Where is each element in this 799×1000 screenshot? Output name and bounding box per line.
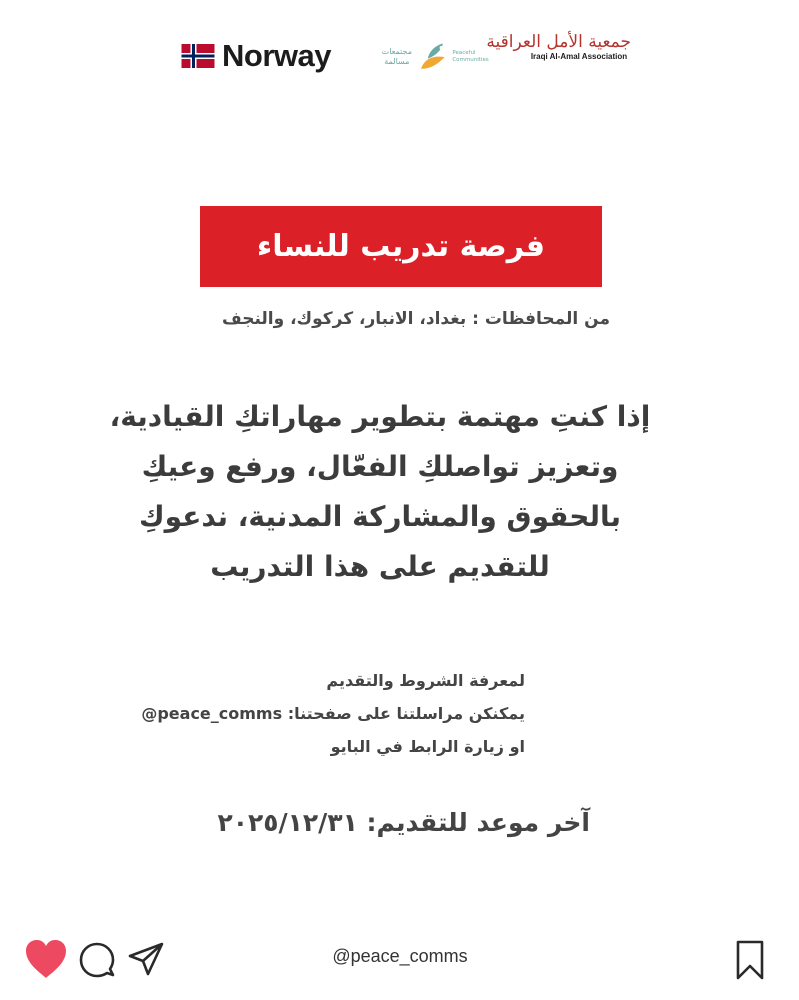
dove-icon: [416, 40, 450, 74]
norway-logo-text: Norway: [222, 38, 331, 73]
info-line-contact: [141, 697, 525, 730]
info-block: [141, 664, 525, 763]
share-icon[interactable]: [126, 940, 166, 980]
title-banner: [200, 206, 602, 287]
paragraph-line: وتعزيز تواصلكِ الفعّال، ورفع وعيكِ: [141, 450, 619, 483]
amal-logo-arabic: جمعية الأمل العراقية: [486, 32, 631, 52]
peaceful-communities-logo: [378, 36, 490, 78]
amal-logo-english: Iraqi Al-Amal Association: [530, 52, 628, 62]
peaceful-logo-arabic: مجتمعات مسالمة: [381, 47, 412, 66]
norway-logo: [181, 40, 331, 71]
paragraph-line: إذا كنتِ مهتمة بتطوير مهاراتكِ القيادية،: [109, 400, 651, 433]
info-line-bio: او زيارة الرابط في البايو: [330, 737, 525, 756]
footer-account-handle[interactable]: @peace_comms: [332, 946, 468, 966]
paragraph-line: للتقديم على هذا التدريب: [210, 550, 550, 583]
deadline-text: آخر موعد للتقديم: ٢٠٢٥/١٢/٣١: [217, 808, 590, 837]
bookmark-icon[interactable]: [730, 938, 770, 982]
post-action-bar: [0, 930, 799, 990]
peaceful-logo-english: Peaceful Communities: [452, 50, 489, 63]
info-line-terms: لمعرفة الشروط والتقديم: [326, 671, 525, 690]
norway-flag-icon: [181, 44, 215, 68]
paragraph-line: بالحقوق والمشاركة المدنية، ندعوكِ: [138, 500, 622, 533]
provinces-text: من المحافظات : بغداد، الانبار، كركوك، والنجف: [221, 309, 610, 329]
info-contact-handle: @peace_comms: [141, 704, 283, 723]
iraqi-al-amal-logo: [486, 32, 631, 78]
info-contact-text: يمكنكن مراسلتنا على صفحتنا:: [287, 704, 525, 723]
logo-row: [0, 30, 799, 86]
comment-icon[interactable]: [77, 940, 117, 980]
main-paragraph: [90, 392, 670, 592]
heart-icon[interactable]: [22, 936, 70, 982]
banner-title: فرصة تدريب للنساء: [256, 228, 546, 264]
